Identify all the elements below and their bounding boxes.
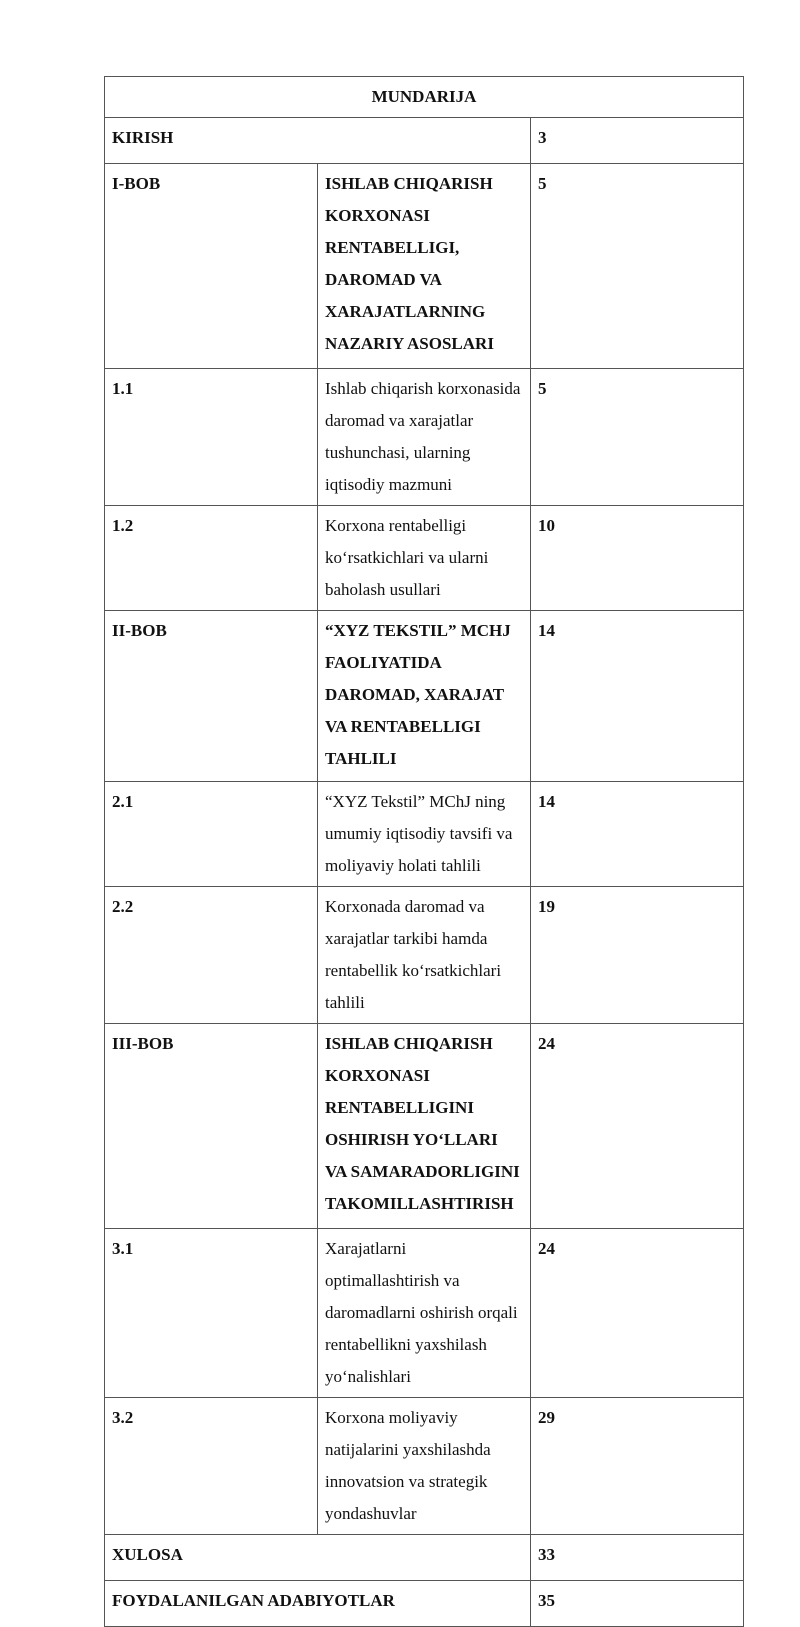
toc-row-section[interactable] [105, 1398, 744, 1535]
toc-row-conclusion[interactable] [105, 1535, 744, 1581]
section-number: 1.1 [105, 369, 318, 506]
toc-page-number: 24 [531, 1024, 744, 1229]
toc-title: MUNDARIJA [105, 77, 744, 118]
toc-page-number: 33 [531, 1535, 744, 1581]
chapter-number: II-BOB [105, 611, 318, 782]
toc-page-number: 35 [531, 1581, 744, 1627]
toc-page-number: 10 [531, 506, 744, 611]
toc-row-chapter[interactable] [105, 611, 744, 782]
toc-page-number: 3 [531, 118, 744, 164]
toc-page-number: 24 [531, 1229, 744, 1398]
toc-row-chapter[interactable] [105, 1024, 744, 1229]
section-title: Korxona rentabelligi koʻrsatkichlari va ularni baholash usullari [318, 506, 531, 611]
section-title: Xarajatlarni optimallashtirish va daromadlarni oshirish orqali rentabellikni yaxshilash yoʻnalishlari [318, 1229, 531, 1398]
section-title: Korxona moliyaviy natijalarini yaxshilashda innovatsion va strategik yondashuvlar [318, 1398, 531, 1535]
toc-row-references[interactable] [105, 1581, 744, 1627]
section-number: 2.2 [105, 887, 318, 1024]
section-title: “XYZ Tekstil” MChJ ning umumiy iqtisodiy tavsifi va moliyaviy holati tahlili [318, 782, 531, 887]
toc-page-number: 19 [531, 887, 744, 1024]
toc-page-number: 5 [531, 369, 744, 506]
toc-row-chapter[interactable] [105, 164, 744, 369]
chapter-title: “XYZ TEKSTIL” MCHJ FAOLIYATIDA DAROMAD, XARAJAT VA RENTABELLIGI TAHLILI [318, 611, 531, 782]
section-number: 1.2 [105, 506, 318, 611]
toc-page-number: 29 [531, 1398, 744, 1535]
toc-row-section[interactable] [105, 369, 744, 506]
chapter-number: I-BOB [105, 164, 318, 369]
toc-row-section[interactable] [105, 782, 744, 887]
toc-row-intro[interactable] [105, 118, 744, 164]
section-number: 2.1 [105, 782, 318, 887]
toc-row-section[interactable] [105, 1229, 744, 1398]
toc-page-number: 14 [531, 782, 744, 887]
section-title: Ishlab chiqarish korxonasida daromad va xarajatlar tushunchasi, ularning iqtisodiy mazmuni [318, 369, 531, 506]
toc-page-number: 5 [531, 164, 744, 369]
table-of-contents [104, 76, 744, 1627]
section-number: 3.1 [105, 1229, 318, 1398]
toc-references-label: FOYDALANILGAN ADABIYOTLAR [105, 1581, 531, 1627]
chapter-title: ISHLAB CHIQARISH KORXONASI RENTABELLIGINI OSHIRISH YOʻLLARI VA SAMARADORLIGINI TAKOMILLASHTIRISH [318, 1024, 531, 1229]
toc-row-section[interactable] [105, 506, 744, 611]
section-number: 3.2 [105, 1398, 318, 1535]
chapter-number: III-BOB [105, 1024, 318, 1229]
section-title: Korxonada daromad va xarajatlar tarkibi hamda rentabellik koʻrsatkichlari tahlili [318, 887, 531, 1024]
toc-row-section[interactable] [105, 887, 744, 1024]
toc-conclusion-label: XULOSA [105, 1535, 531, 1581]
toc-page-number: 14 [531, 611, 744, 782]
toc-intro-label: KIRISH [105, 118, 531, 164]
chapter-title: ISHLAB CHIQARISH KORXONASI RENTABELLIGI, DAROMAD VA XARAJATLARNING NAZARIY ASOSLARI [318, 164, 531, 369]
toc-header-row [105, 77, 744, 118]
